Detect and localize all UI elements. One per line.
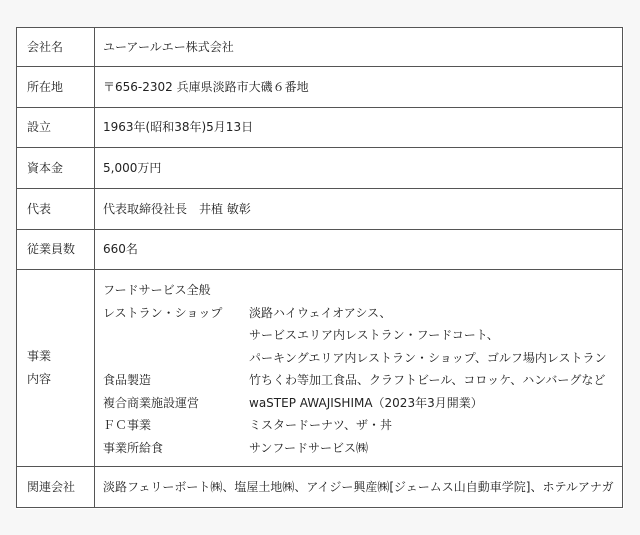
address-label: 所在地 xyxy=(17,67,95,108)
table-row-company-name xyxy=(17,28,623,67)
company-name-value: ユーアールエー株式会社 xyxy=(95,28,623,67)
representative-value: 代表取締役社長 井植 敏彰 xyxy=(95,189,623,230)
capital-label: 資本金 xyxy=(17,148,95,189)
business-category: 食品製造 xyxy=(103,373,152,388)
table-row-address xyxy=(17,67,623,108)
company-name-label: 会社名 xyxy=(17,28,95,67)
company-profile-table xyxy=(16,27,623,508)
address-value: 〒656-2302 兵庫県淡路市大磯６番地 xyxy=(95,67,623,108)
business-label xyxy=(17,270,95,467)
employees-value: 660名 xyxy=(95,230,623,270)
business-category: 事業所給食 xyxy=(103,440,164,455)
business-value xyxy=(95,270,623,467)
table-row-representative xyxy=(17,189,623,230)
business-category: フードサービス全般 xyxy=(103,283,211,298)
business-detail: パーキングエリア内レストラン・ショップ、ゴルフ場内レストラン xyxy=(249,350,607,365)
business-category: ＦＣ事業 xyxy=(103,418,152,433)
table-row-capital xyxy=(17,148,623,189)
business-category: 複合商業施設運営 xyxy=(103,395,200,410)
founded-value: 1963年(昭和38年)5月13日 xyxy=(95,108,623,148)
employees-label: 従業員数 xyxy=(17,230,95,270)
affiliates-label: 関連会社 xyxy=(17,467,95,508)
business-detail: 竹ちくわ等加工食品、クラフトビール、コロッケ、ハンバーグなど xyxy=(249,373,606,388)
business-detail: 淡路ハイウェイオアシス、 xyxy=(249,305,392,320)
business-label-line1: 事業 xyxy=(27,349,52,363)
business-detail: ミスタードーナツ、ザ・丼 xyxy=(249,418,393,433)
company-profile-panel xyxy=(16,27,624,509)
table-row-founded xyxy=(17,108,623,148)
table-row-employees xyxy=(17,230,623,270)
business-detail: サービスエリア内レストラン・フードコート、 xyxy=(249,328,499,343)
business-label-line2: 内容 xyxy=(27,372,52,386)
business-detail: waSTEP AWAJISHIMA（2023年3月開業） xyxy=(249,395,483,410)
capital-value: 5,000万円 xyxy=(95,148,623,189)
affiliates-value: 淡路フェリーボート㈱、塩屋土地㈱、アイジー興産㈱[ジェームス山自動車学院]、ホテルアナガ xyxy=(95,467,623,508)
business-detail: サンフードサービス㈱ xyxy=(249,440,369,455)
founded-label: 設立 xyxy=(17,108,95,148)
representative-label: 代表 xyxy=(17,189,95,230)
business-list xyxy=(103,277,622,459)
table-row-affiliates xyxy=(17,467,623,508)
business-category: レストラン・ショップ xyxy=(103,305,223,320)
table-row-business xyxy=(17,270,623,467)
